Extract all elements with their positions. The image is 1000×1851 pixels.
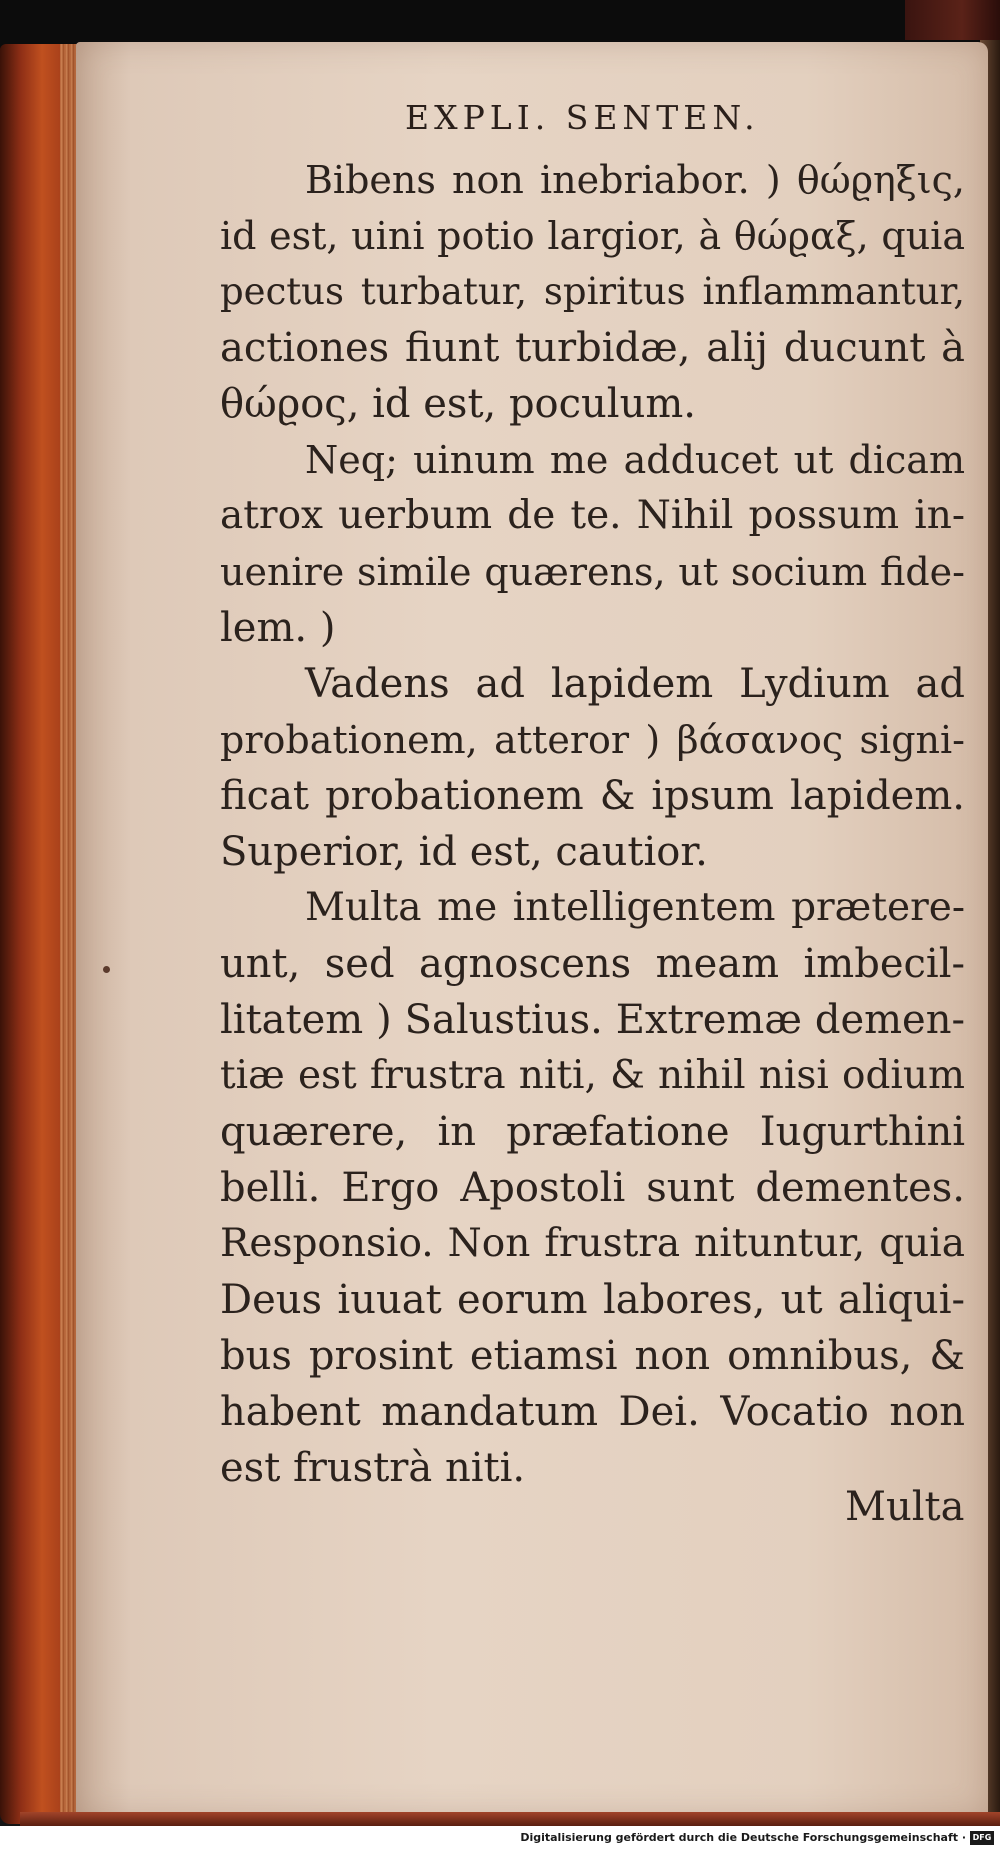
text-line: ficat probationem & ipsum lapidem. [220,773,965,819]
dfg-logo-icon: DFG [970,1831,994,1845]
digitization-footer [0,1826,1000,1851]
text-line: pectus turbatur, spiritus inflammantur, [220,270,965,313]
footer-credit: Digitalisierung gefördert durch die Deutsche Forschungsgemeinschaft · [520,1831,966,1844]
book-bottom-edge [20,1812,1000,1826]
text-line: Vadens ad lapidem Lydium ad [305,661,965,707]
catchword: Multa [845,1484,965,1530]
binding-top-edge [905,0,1000,40]
running-head: EXPLI. SENTEN. [405,98,760,137]
text-line: probationem, atteror ) βάσανος signi- [220,718,965,762]
text-line: atrox uerbum de te. Nihil possum in- [220,493,965,538]
body-text [220,152,965,1496]
text-line: quærere, in præfatione Iugurthini [220,1109,965,1155]
text-line: Responsio. Non frustra nituntur, quia [220,1221,965,1266]
text-line: Bibens non inebriabor. ) θώϱηξις, [305,158,965,202]
text-line: bus prosint etiamsi non omnibus, & [220,1333,965,1379]
text-line: id est, uini potio largior, à θώϱαξ, quia [220,214,965,258]
text-line: Superior, id est, cautior. [220,829,708,875]
text-line: Neq; uinum me adducet ut dicam [305,438,965,482]
text-line: uenire simile quærens, ut socium fide- [220,550,965,594]
text-line: unt, sed agnoscens meam imbecil- [220,941,965,987]
text-line: actiones fiunt turbidæ, alij ducunt à [220,325,965,371]
text-line: est frustrà niti. [220,1445,526,1491]
text-line: Deus iuuat eorum labores, ut aliqui- [220,1277,965,1323]
text-line: belli. Ergo Apostoli sunt dementes. [220,1165,965,1211]
text-line: tiæ est frustra niti, & nihil nisi odium [220,1053,965,1098]
text-line: lem. ) [220,605,336,651]
ink-speck [103,966,110,973]
scan-top-background [0,0,1000,48]
text-line: Multa me intelligentem prætere- [305,885,965,930]
text-line: habent mandatum Dei. Vocatio non [220,1389,965,1435]
text-line: θώϱος, id est, poculum. [220,381,696,427]
text-line: litatem ) Salustius. Extremæ demen- [220,997,965,1043]
